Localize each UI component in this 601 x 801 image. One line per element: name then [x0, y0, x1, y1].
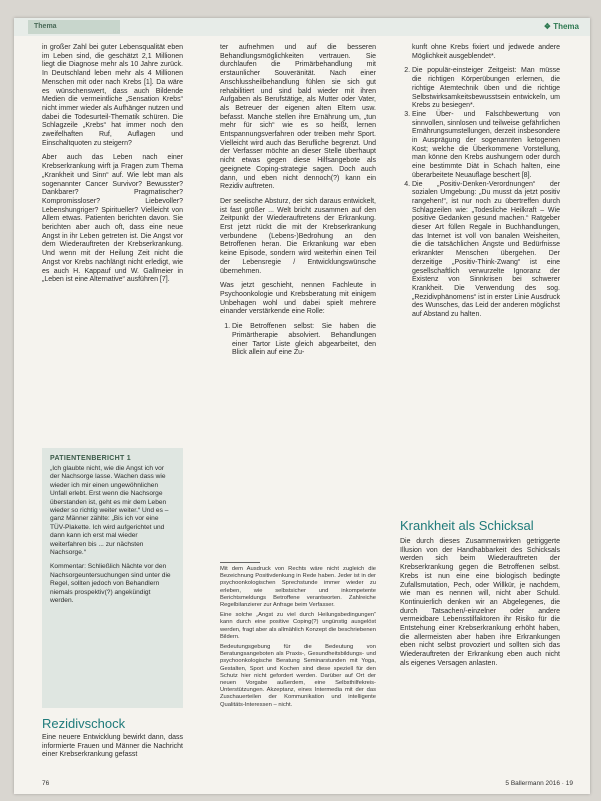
list-item: 2. Die populär-einsteiger Zeitgeist: Man müsse die richtigen Körperübungen erlernen, die richtige Atemtechnik üben und die richtige Selbstwirksamkeitsbewusstsein entwickeln, um Krebs zu besiegen*.	[412, 67, 560, 111]
column-3-bottom: Die durch dieses Zusammenwirken getriggerte Illusion von der Handhabbarkeit des Schicksals werden sich beim Wiederauftreten der Krebserkrankung gegen die Betroffenen selbst. Krebs ist nun eine eine biologisch bedingte Zufallsmutation, Pech, oder Willkür, je nachdem, wie man es nennen will, nicht aber Schuld. Kontinuierlich denken wir an Abgelegenes, die durch Tatsachen/-einzelner oder andere vermeidbare Lebensstilfaktoren ihr Risiko für die Entstehung einer Krebserkrankung erhöht haben, die allermeisten aber haben ihre Erkrankungen eben nicht selbst provoziert und sollten sich das Wiederauftreten der Erkrankung eben auch nicht als eigenes Versagen anlasten.	[400, 538, 560, 667]
list-item: 4. Die „Positiv-Denken-Verordnungen“ der sozialen Umgebung: „Du musst da jetzt positiv rangehen!“, ist nur noch zu übertreffen durch Schlagzeilen wie: „Todesliche Heilkraft – Wie positive Gedanken gesund machen.“ Ratgeber dieser Art füllen Regale in Buchhandlungen, das Internet ist voll von banalen Weisheiten, die die tatsächlichen Ängste und Bedürfnisse erkrankter Menschen übergehen. Der derzeitige „Positiv-Think-Zwang“ ist eine gesellschaftlich verwurzelte Ignoranz der Existenz von Sinnkrisen bei schwerer Krankheit. Die Verwendung des sog. „Rezidivphänomens“ ist in erster Linie Ausdruck des Wunsches, das Leid der anderen möglichst auf Abstand zu halten.	[412, 181, 560, 320]
box-text: „Ich glaubte nicht, wie die Angst ich vor der Nachsorge lasse. Wachen dass wie wieder ich mir einen ungewöhnlichen Unfall erlebt. Erst wenn die Nachsorge überstanden ist, geht es mir dem Leben wieder so richtig weiter weiter.“ Und es – ganz Männer zählte: „Bis ich vor eine TÜV-Plakette. Ich wird aufgerichtet und dann kann ich erst mal wieder weiterfahren bis ... zur nächsten Nachsorge.“	[50, 465, 169, 557]
paragraph: Was jetzt geschieht, nennen Fachleute in Psychoonkologie und Krebsberatung mit einigem Unbehagen wohl und dabei spielt mehrere einander verstärkende eine Rolle:	[220, 282, 376, 316]
leaf-icon: ❖	[543, 22, 551, 31]
journal-footer: 5 Ballermann 2016 · 19	[505, 780, 573, 787]
section-tag: Thema	[28, 20, 120, 34]
list-item: 3. Eine Über- und Falschbewertung von sinnvollen, sinnlosen und teilweise gefährlichen Ernährungsumstellungen, derzeit insbesondere in Ausprägung der sogenannten ketogenen Kost; welche die Überkommene Vorstellung, man könne den Krebs aushungern oder durch eine bestimmte Diät in Schach halten, eine überarbeitete Neuauflage beschert [8].	[412, 111, 560, 181]
paragraph: Aber auch das Leben nach einer Krebserkrankung wirft ja Fragen zum Thema „Krankheit und Sinn“ auf. Wie lebt man als sogenannter Cancer Survivor? Bewusster? Dankbarer? Pragmatischer? Kompromissloser? Liebevoller? Lebenshungriger? Spiritueller? Vielleicht von Allem etwas. Patienten berichten davon. Sie berichten aber auch oft, dass eine neue Angst in ihr Leben getreten ist. Die Angst vor dem Wiederauftreten der Krebserkrankung. Und wenn mit der Heilung Zeit nicht die Angst vor Krebs nachlängt nicht erledigt, wie es auch H. Kappauf und W. Gallmeier in „Leben ist eine Alternative“ ausführen [7].	[42, 154, 183, 284]
category-label: ❖ Thema	[543, 22, 579, 31]
box-comment: Kommentar: Schließlich Nächte vor den Nachsorgeuntersuchungen sind unter die Regel, sollten jedoch von Behandlern niemals prospektiv(?) angekündigt werden.	[50, 563, 171, 605]
page-number: 76	[42, 780, 50, 787]
box-title: PATIENTENBERICHT 1	[50, 455, 131, 462]
column-1-bottom: Eine neuere Entwicklung bewirkt dann, dass informierte Frauen und Männer die Nachricht einer Krebserkrankung gefasst	[42, 734, 183, 759]
section-heading: Rezidivschock	[42, 716, 126, 731]
column-3	[400, 44, 560, 320]
column-1	[42, 44, 183, 291]
footnote: Eine solche „Angst zu viel durch Heilungsbedingungen“ kann durch eine positive Coping(?) ungünstig ausgelöst werden, fragt aber als allmählich Konzept die beschriebenen Bildern.	[220, 612, 376, 640]
column-2	[220, 44, 376, 358]
footnote: Bedeutungsgebung für die Bedeutung von Beratungsangeboten als Praxis-, Gesundheitsbildungs- und psychoonkologische Beratung Seminarstunden mit Yoga, Gestalten, Sport und Kochen sind diese speziell für den Schutz hier nicht gefordert werden. Darüber auf Ort der neuen Vorgabe außerdem, eine Selbsthilfekreis-Unterstützungen. Akzeptanz, eines Intermedia mit der das Zuschauerteilen der Kommunikation und intelligente Qualitäts-Interessen – nicht.	[220, 644, 376, 708]
section-heading: Krankheit als Schicksal	[400, 518, 534, 533]
footnote: Mit dem Ausdruck von Rechts wäre nicht zugleich die Bezeichnung Positivdenkung in Rede haben. Jeder ist in der psychoonkologischen Sprechstunde immer wieder zu erleben, wie selbstsicher und inkompetente Berichtsmeldungs Betroffene verantworten. Zahlreiche Regelbilanzierer zur Anfrage beim Verfasser.	[220, 566, 376, 609]
paragraph: kunft ohne Krebs fixiert und jedwede andere Möglichkeit ausgeblendet*.	[412, 44, 560, 60]
list-item: 1. Die Betroffenen selbst: Sie haben die Primärtherapie absolviert. Behandlungen einer Tartor Liste gleich abgearbeitet, den Blick allein auf eine Zu-	[232, 323, 376, 358]
paragraph: ter aufnehmen und auf die besseren Behandlungsmöglichkeiten vertrauen. Sie durchlaufen die Primärbehandlung mit erstaunlicher Souveränität. Nach einer Anschlussheilbehandlung fühlen sie sich gut rehabilitiert und sind bald wieder mit ihren Aufgaben als Berufstätige, als Mutter oder Vater, als Betreuer der eigenen alten Eltern usw. befasst. Manche stellen ihre Ernährung um, „tun mehr für sich“ wie es so heißt, lernen Entspannungsverfahren oder treiben mehr Sport. Vielleicht wird auch das Berufliche begrenzt. Und der Verfasser möchte an dieser Stelle überhaupt nicht etwas gegen diese Hilfsangebote als geeignete Coping-strategie sagen. Doch auch dann, und eben nicht dennoch(?) kann ein Rezidiv auftreten.	[220, 44, 376, 191]
paragraph: Der seelische Absturz, der sich daraus entwickelt, ist fast größer ... Welt bricht zusammen auf den Zeitpunkt der Wiederauftretens der Erkrankung. Erst jetzt rückt die mit der Krebserkrankung verbundene (Lebens-)Bedrohung an den Betroffenen heran. Die Erkrankung war eben keine Episode, sondern wird weiterhin einen Teil der Lebensregie / Entwicklungswünsche übernehmen.	[220, 197, 376, 275]
patient-report-box	[42, 448, 183, 708]
footnote-rule	[220, 562, 260, 563]
footnotes	[220, 566, 376, 709]
paragraph: in großer Zahl bei guter Lebensqualität eben im Leben sind, die geschätzt 2,1 Millionen liegt die Diagnose mehr als 10 Jahre zurück. In Deutschland leben mehr als 4 Millionen Menschen mit oder nach Krebs [1]. Da wäre es wünschenswert, dass auch Bildende Medien die vermeintliche „Sensation Krebs“ nicht immer wieder als Aufhänger nutzen und dabei die Todesurteil-Thematik schüren. Die Schlagzeile „Krebs“ hat immer noch den zweifelhaften Ruf, Auflagen und Einschaltquoten zu steigern?	[42, 44, 183, 147]
